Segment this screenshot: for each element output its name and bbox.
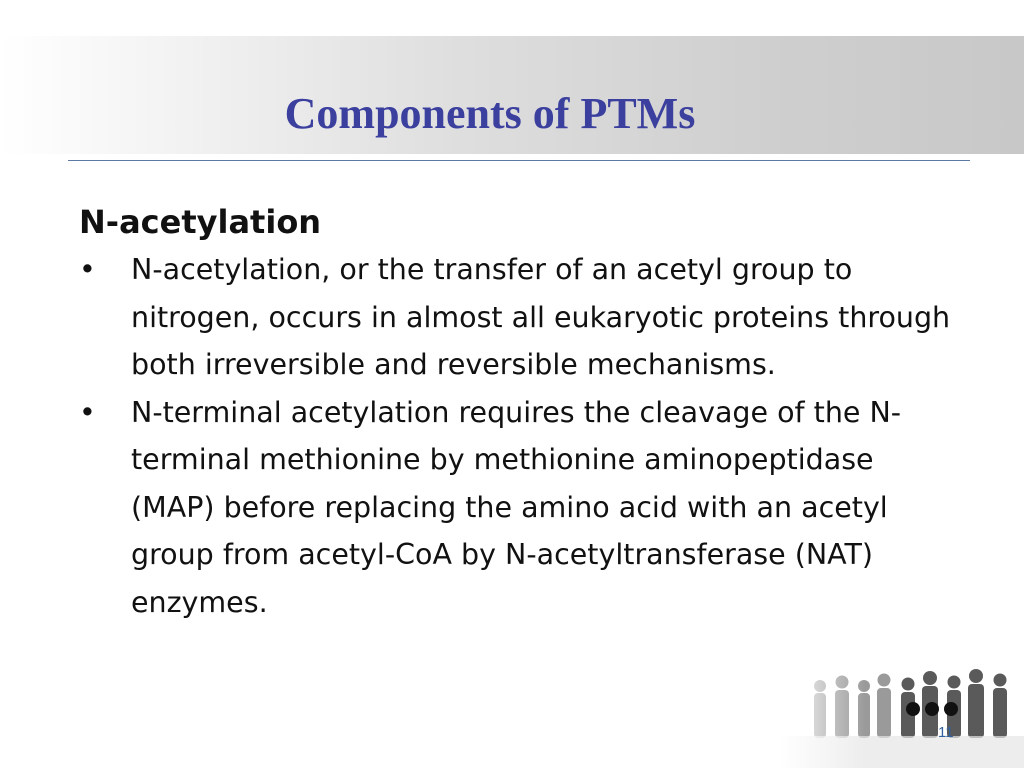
- three-dots-icon: [904, 700, 964, 718]
- slide-body: [79, 200, 959, 626]
- section-heading: N-acetylation: [79, 203, 322, 241]
- bullet-item: [79, 246, 959, 389]
- people-silhouettes-icon: [780, 640, 1024, 768]
- bullet-text: N-acetylation, or the transfer of an acetyl group to nitrogen, occurs in almost all eukaryotic proteins through both irreversible and reversible mechanisms.: [131, 253, 951, 381]
- bullet-text: N-terminal acetylation requires the cleavage of the N-terminal methionine by methionine aminopeptidase (MAP) before replacing the amino acid with an acetyl group from acetyl-CoA by N-acetyltransferase (NAT) enzymes.: [131, 395, 902, 619]
- slide-title: Components of PTMs: [284, 89, 696, 138]
- bullet-symbol: •: [79, 253, 96, 286]
- title-divider: [68, 160, 970, 161]
- bullet-symbol: •: [79, 395, 96, 429]
- page-number: 11: [938, 724, 954, 741]
- bullet-item: [79, 389, 959, 627]
